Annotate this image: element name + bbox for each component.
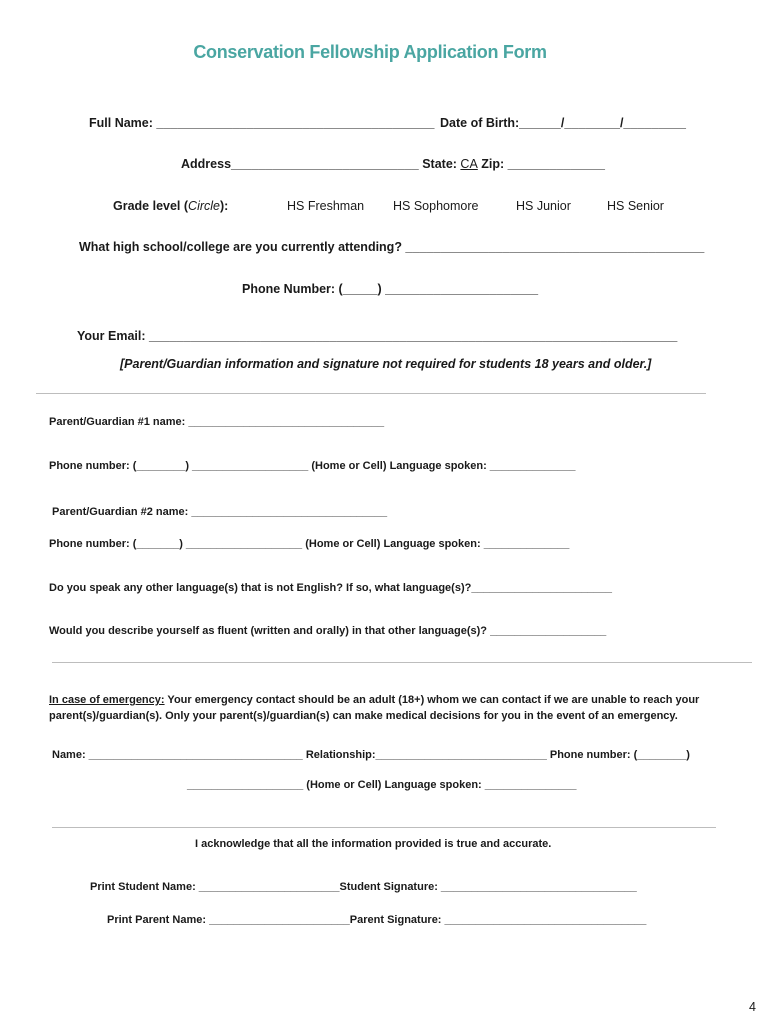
grade-option-junior[interactable]: HS Junior [516, 199, 571, 213]
section-divider [36, 393, 706, 394]
address-field[interactable]: Address___________________________ [181, 157, 419, 171]
address-line [181, 157, 605, 171]
guardian1-phone-field[interactable]: Phone number: (________) ___________________ (Home or Cell) Language spoken: ______________ [49, 460, 576, 472]
grade-level-label: Grade level (Circle): [113, 199, 229, 213]
fluency-field[interactable]: Would you describe yourself as fluent (written and orally) in that other language(s)? ___________________ [49, 625, 607, 637]
school-field[interactable]: What high school/college are you currently attending? ___________________________________________ [79, 240, 705, 254]
page-number: 4 [749, 1000, 756, 1014]
email-field[interactable]: Your Email: ____________________________________________________________________________ [77, 329, 678, 343]
grade-option-senior[interactable]: HS Senior [607, 199, 664, 213]
section-divider [52, 827, 716, 828]
emergency-instructions [49, 692, 714, 724]
guardian2-name-field[interactable]: Parent/Guardian #2 name: ________________________________ [52, 506, 388, 518]
guardian2-phone-field[interactable]: Phone number: (_______) ___________________ (Home or Cell) Language spoken: ______________ [49, 538, 570, 550]
emergency-phone-field[interactable]: ___________________ (Home or Cell) Language spoken: _______________ [187, 779, 577, 791]
grade-option-sophomore[interactable]: HS Sophomore [393, 199, 479, 213]
zip-field[interactable]: Zip: ______________ [477, 157, 605, 171]
student-signature-field[interactable]: Print Student Name: _______________________Student Signature: ________________________________ [90, 881, 637, 893]
full-name-field[interactable]: Full Name: ________________________________________ [89, 116, 435, 130]
grade-option-freshman[interactable]: HS Freshman [287, 199, 365, 213]
parent-signature-field[interactable]: Print Parent Name: _______________________Parent Signature: _________________________________ [107, 914, 647, 926]
acknowledgement-statement: I acknowledge that all the information provided is true and accurate. [195, 838, 552, 850]
guardian1-name-field[interactable]: Parent/Guardian #1 name: ________________________________ [49, 416, 385, 428]
state-value: CA [460, 157, 478, 171]
page-title: Conservation Fellowship Application Form [193, 42, 547, 62]
state-label: State: [422, 157, 461, 171]
phone-number-field[interactable]: Phone Number: (_____) ______________________ [242, 282, 539, 296]
section-divider [52, 662, 752, 663]
other-language-field[interactable]: Do you speak any other language(s) that is not English? If so, what language(s)?_______________________ [49, 582, 613, 594]
emergency-heading: In case of emergency: [49, 694, 165, 706]
emergency-contact-field[interactable]: Name: ___________________________________ Relationship:____________________________ Phone number: (________) [52, 749, 690, 761]
guardian-note: [Parent/Guardian information and signature not required for students 18 years and older.] [120, 357, 652, 371]
emergency-text: Your emergency contact should be an adult (18+) whom we can contact if we are unable to reach your parent(s)/guardian(s). Only your parent(s)/guardian(s) can make medical decisions for you in the event of an emergency. [49, 694, 700, 722]
date-of-birth-field[interactable]: Date of Birth:______/________/_________ [440, 116, 687, 130]
